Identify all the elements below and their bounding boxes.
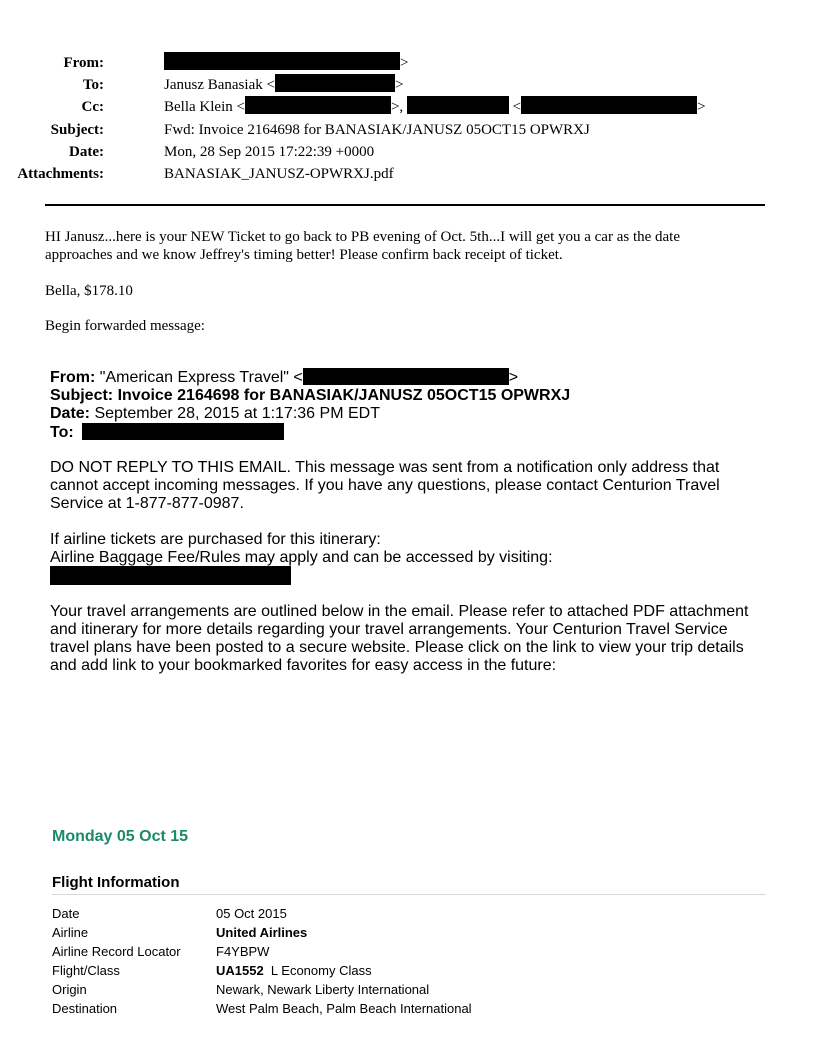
header-attachments-row bbox=[0, 163, 760, 185]
attachments-label: Attachments: bbox=[17, 165, 104, 182]
redacted-fwd-to-address bbox=[82, 423, 284, 440]
from-label: From: bbox=[63, 55, 104, 71]
redacted-fwd-from-address bbox=[303, 368, 509, 385]
redacted-cc-name-2 bbox=[407, 96, 509, 114]
fwd-baggage-paragraph: If airline tickets are purchased for this itinerary: Airline Baggage Fee/Rules may apply and can be accessed by visiting: bbox=[50, 531, 770, 585]
header-to-row: To: Janusz Banasiak < > bbox=[0, 74, 760, 96]
header-date-row bbox=[0, 141, 760, 163]
fwd-date-row: Date: September 28, 2015 at 1:17:36 PM EDT bbox=[50, 405, 380, 422]
header-cc-row: Cc: Bella Klein < >, < > bbox=[0, 96, 760, 118]
redacted-baggage-link[interactable] bbox=[50, 566, 291, 585]
header-divider bbox=[45, 204, 765, 206]
email-header bbox=[0, 52, 760, 185]
subject-value: Fwd: Invoice 2164698 for BANASIAK/JANUSZ 05OCT15 OPWRXJ bbox=[164, 121, 590, 138]
fwd-to-row: To: bbox=[50, 423, 770, 442]
fwd-subject-row: Subject: Invoice 2164698 for BANASIAK/JANUSZ 05OCT15 OPWRXJ bbox=[50, 387, 571, 404]
itinerary-day-heading: Monday 05 Oct 15 bbox=[52, 828, 189, 845]
message-signoff: Bella, $178.10 bbox=[45, 283, 133, 299]
message-paragraph: HI Janusz...here is your NEW Ticket to go back to PB evening of Oct. 5th...I will get you a car as the date approaches and we know Jeffrey's timing better! Please confirm back receipt of ticket. bbox=[45, 229, 681, 263]
cc-label: Cc: bbox=[81, 99, 104, 116]
redacted-cc-address-2 bbox=[521, 96, 697, 114]
redacted-cc-address-1 bbox=[245, 96, 391, 114]
flight-information-title: Flight Information bbox=[52, 874, 180, 891]
flight-number: UA1552 bbox=[216, 963, 264, 978]
header-subject-row bbox=[0, 119, 760, 141]
cc-name: Bella Klein < bbox=[164, 99, 245, 116]
redacted-from-address bbox=[164, 52, 400, 70]
to-label: To: bbox=[82, 77, 104, 94]
forwarded-header bbox=[50, 368, 770, 442]
date-value: Mon, 28 Sep 2015 17:22:39 +0000 bbox=[164, 143, 375, 160]
date-label: Date: bbox=[69, 143, 104, 160]
section-divider bbox=[52, 894, 766, 895]
attachment-filename[interactable]: BANASIAK_JANUSZ-OPWRXJ.pdf bbox=[164, 165, 394, 182]
subject-label: Subject: bbox=[50, 121, 104, 138]
fwd-arrangements-paragraph: Your travel arrangements are outlined below in the email. Please refer to attached PDF attachment and itinerary for more details regarding your travel arrangements. Your Centurion Travel Service travel plans have been posted to a secure website. Please click on the link to view your trip details and add link to your bookmarked favorites for easy access in the future: bbox=[50, 603, 749, 674]
redacted-to-address bbox=[275, 74, 395, 92]
header-from-row: From: > bbox=[0, 52, 760, 74]
fwd-notice-paragraph: DO NOT REPLY TO THIS EMAIL. This message was sent from a notification only address that cannot accept incoming messages. If you have any questions, please contact Centurion Travel Service at 1-877-877-0987. bbox=[50, 459, 720, 512]
fwd-from-row: From: "American Express Travel" < > bbox=[50, 369, 519, 386]
to-name: Janusz Banasiak < bbox=[164, 77, 275, 94]
forwarded-message-label: Begin forwarded message: bbox=[45, 318, 205, 334]
